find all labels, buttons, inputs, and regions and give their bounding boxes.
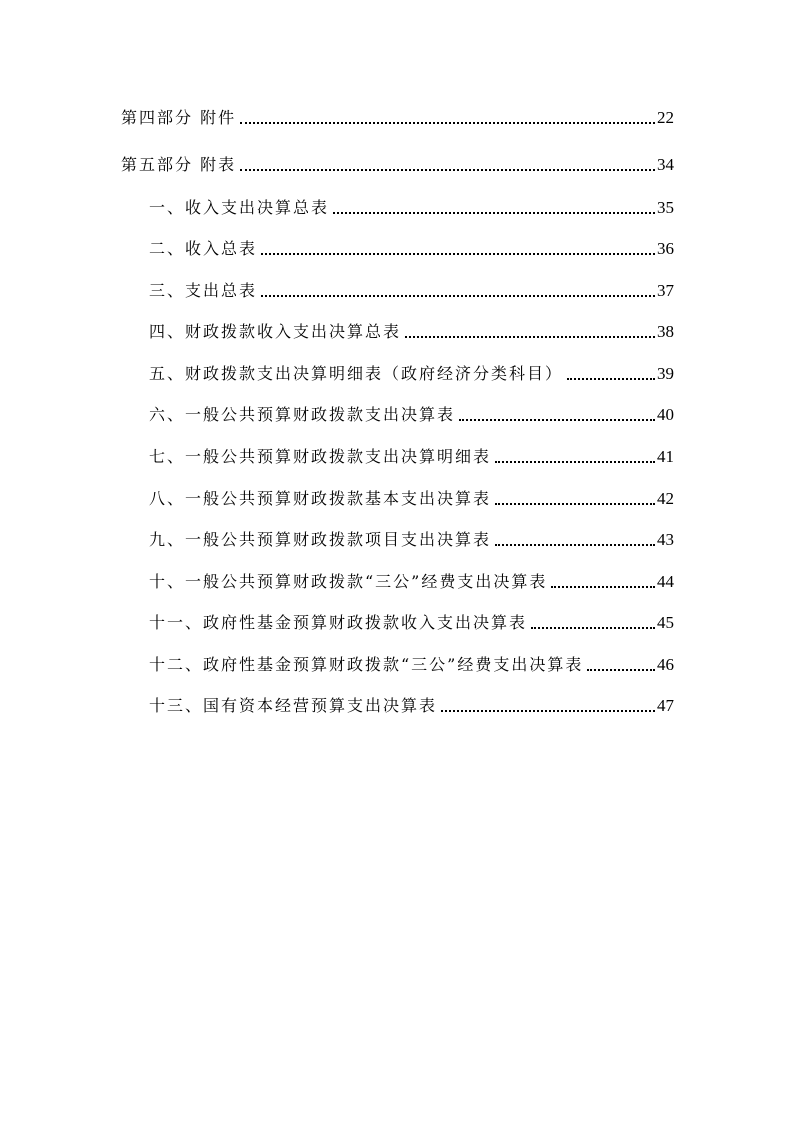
toc-dot-leader — [441, 710, 655, 712]
toc-entry-table-6[interactable] — [149, 401, 674, 425]
toc-page-number: 39 — [657, 364, 674, 383]
toc-page-number: 45 — [657, 613, 674, 632]
toc-entry-title: 二、收入总表 — [149, 239, 261, 259]
toc-entry-table-10[interactable] — [149, 568, 674, 592]
toc-dot-leader — [459, 419, 655, 421]
toc-dot-leader — [567, 378, 655, 380]
toc-page-number: 41 — [657, 447, 674, 466]
toc-entry-table-1[interactable] — [149, 194, 674, 218]
toc-dot-leader — [495, 544, 655, 546]
toc-entry-title: 六、一般公共预算财政拨款支出决算表 — [149, 405, 459, 425]
toc-entry-table-7[interactable] — [149, 443, 674, 467]
toc-entry-title: 十、一般公共预算财政拨款“三公”经费支出决算表 — [149, 572, 551, 592]
toc-page-number: 46 — [657, 655, 674, 674]
toc-page-number: 34 — [657, 155, 674, 174]
toc-dot-leader — [261, 253, 655, 255]
toc-entry-title: 八、一般公共预算财政拨款基本支出决算表 — [149, 489, 495, 509]
toc-page-number: 40 — [657, 405, 674, 424]
toc-entry-table-12[interactable] — [149, 651, 674, 675]
toc-dot-leader — [495, 461, 655, 463]
toc-page-number: 35 — [657, 198, 674, 217]
toc-entry-table-13[interactable] — [149, 692, 674, 716]
toc-page-number: 38 — [657, 322, 674, 341]
toc-page-number: 22 — [657, 108, 674, 127]
toc-page-number: 47 — [657, 696, 674, 715]
toc-dot-leader — [405, 336, 655, 338]
toc-entry-table-4[interactable] — [149, 318, 674, 342]
toc-entry-table-5[interactable] — [149, 360, 674, 384]
toc-entry-part-4-attachments[interactable] — [121, 104, 674, 128]
toc-dot-leader — [587, 669, 655, 671]
toc-dot-leader — [531, 627, 655, 629]
toc-entry-title: 一、收入支出决算总表 — [149, 198, 333, 218]
toc-page-number: 44 — [657, 572, 674, 591]
toc-page-number: 43 — [657, 530, 674, 549]
toc-entry-part-5-tables[interactable] — [121, 151, 674, 175]
toc-dot-leader — [551, 586, 655, 588]
toc-entry-title: 九、一般公共预算财政拨款项目支出决算表 — [149, 530, 495, 550]
toc-entry-table-3[interactable] — [149, 277, 674, 301]
toc-dot-leader — [240, 169, 655, 171]
toc-page-number: 42 — [657, 489, 674, 508]
toc-entry-table-8[interactable] — [149, 485, 674, 509]
toc-page-number: 36 — [657, 239, 674, 258]
toc-entry-title: 十三、国有资本经营预算支出决算表 — [149, 696, 441, 716]
toc-entry-title: 十一、政府性基金预算财政拨款收入支出决算表 — [149, 613, 531, 633]
toc-entry-title: 四、财政拨款收入支出决算总表 — [149, 322, 405, 342]
toc-entry-table-11[interactable] — [149, 609, 674, 633]
toc-dot-leader — [495, 503, 655, 505]
toc-entry-table-9[interactable] — [149, 526, 674, 550]
toc-dot-leader — [261, 295, 655, 297]
toc-entry-title: 第四部分 附件 — [121, 108, 240, 128]
toc-page-number: 37 — [657, 281, 674, 300]
toc-dot-leader — [333, 212, 655, 214]
toc-entry-title: 五、财政拨款支出决算明细表（政府经济分类科目） — [149, 364, 567, 384]
toc-entry-title: 第五部分 附表 — [121, 155, 240, 175]
toc-entry-table-2[interactable] — [149, 235, 674, 259]
toc-entry-title: 三、支出总表 — [149, 281, 261, 301]
toc-dot-leader — [240, 122, 655, 124]
toc-entry-title: 七、一般公共预算财政拨款支出决算明细表 — [149, 447, 495, 467]
toc-entry-title: 十二、政府性基金预算财政拨款“三公”经费支出决算表 — [149, 655, 587, 675]
